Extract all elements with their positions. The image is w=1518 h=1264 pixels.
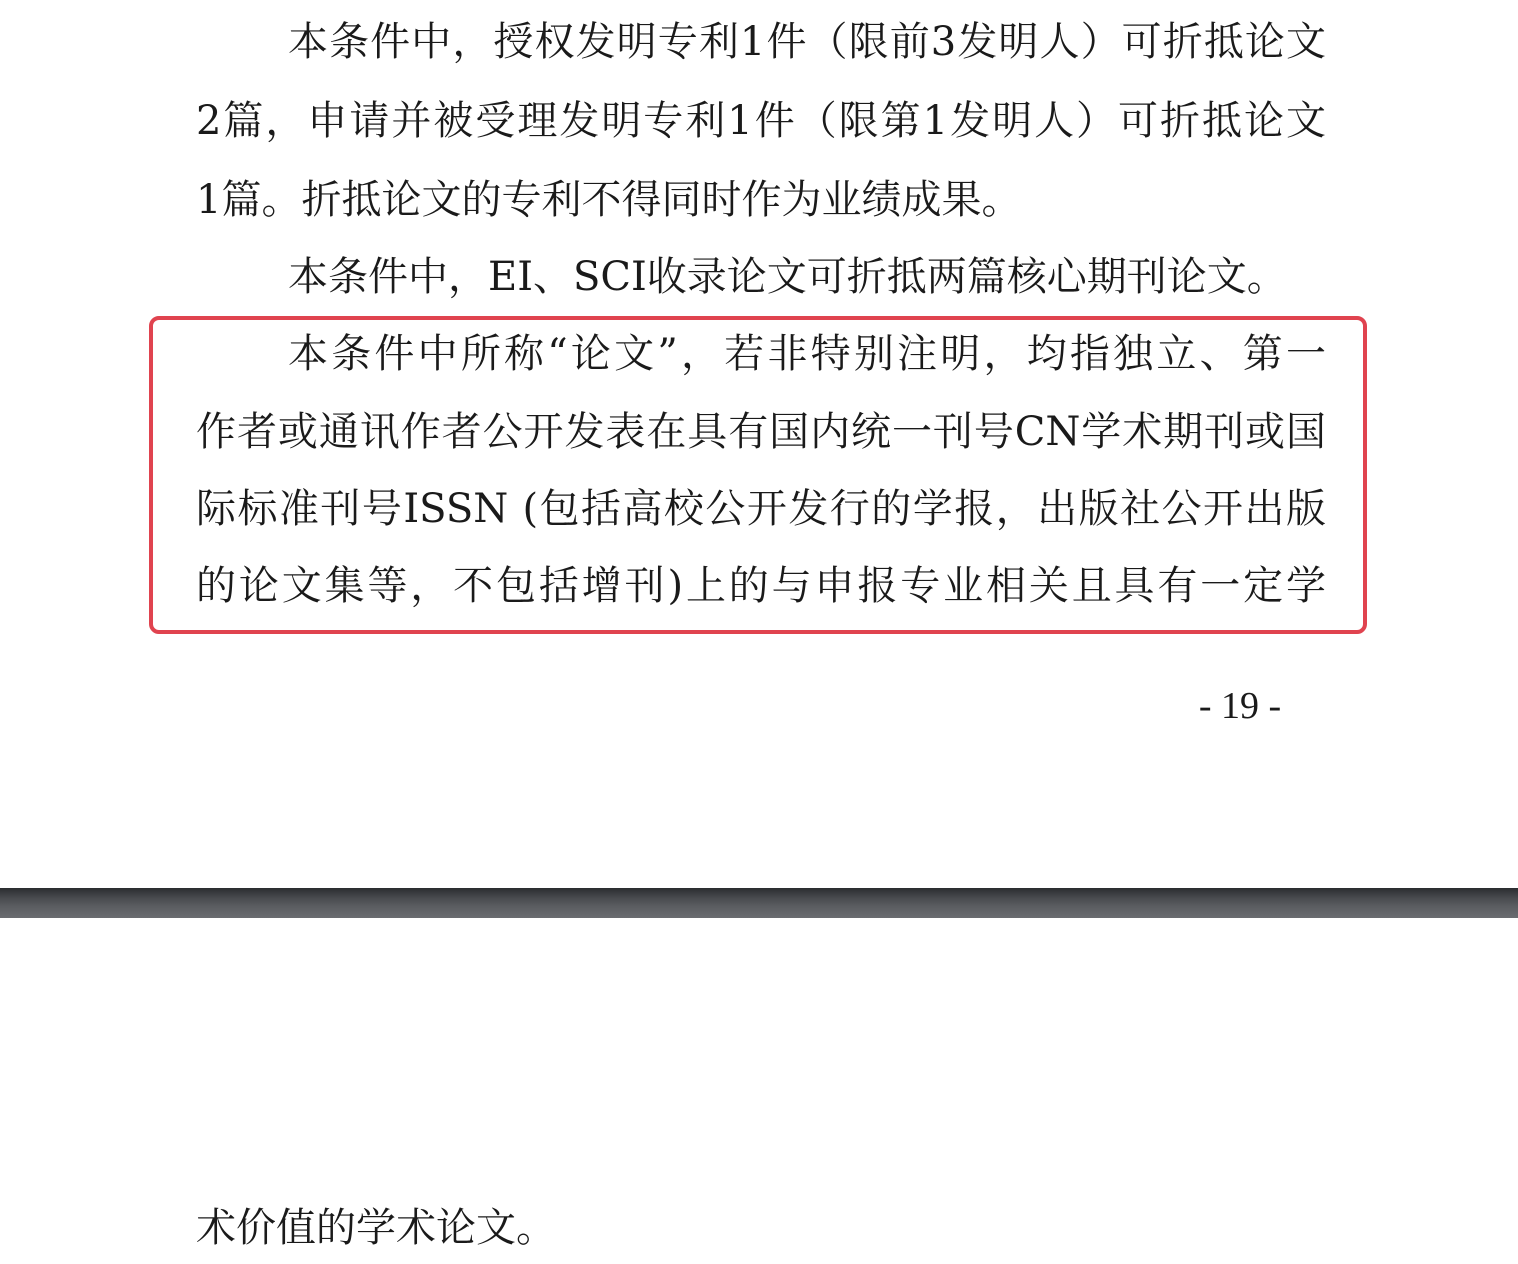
page-number: - 19 - bbox=[1198, 685, 1282, 727]
paragraph-1-line-2: 2篇，申请并被受理发明专利1件（限第1发明人）可折抵论文 bbox=[196, 98, 1326, 144]
page-2-line-1: 术价值的学术论文。 bbox=[196, 1205, 556, 1251]
page-separator bbox=[0, 888, 1518, 918]
paragraph-3-line-1: 本条件中所称“论文”，若非特别注明，均指独立、第一 bbox=[288, 331, 1326, 377]
paragraph-3-line-3: 际标准刊号ISSN (包括高校公开发行的学报，出版社公开出版 bbox=[196, 486, 1326, 532]
paragraph-3-line-2: 作者或通讯作者公开发表在具有国内统一刊号CN学术期刊或国 bbox=[196, 409, 1326, 455]
paragraph-1-line-1: 本条件中，授权发明专利1件（限前3发明人）可折抵论文 bbox=[288, 19, 1326, 65]
paragraph-2-line-1: 本条件中，EI、SCI收录论文可折抵两篇核心期刊论文。 bbox=[288, 254, 1287, 300]
paragraph-3-line-4: 的论文集等，不包括增刊)上的与申报专业相关且具有一定学 bbox=[196, 563, 1326, 609]
paragraph-1-line-3: 1篇。折抵论文的专利不得同时作为业绩成果。 bbox=[196, 177, 1022, 223]
